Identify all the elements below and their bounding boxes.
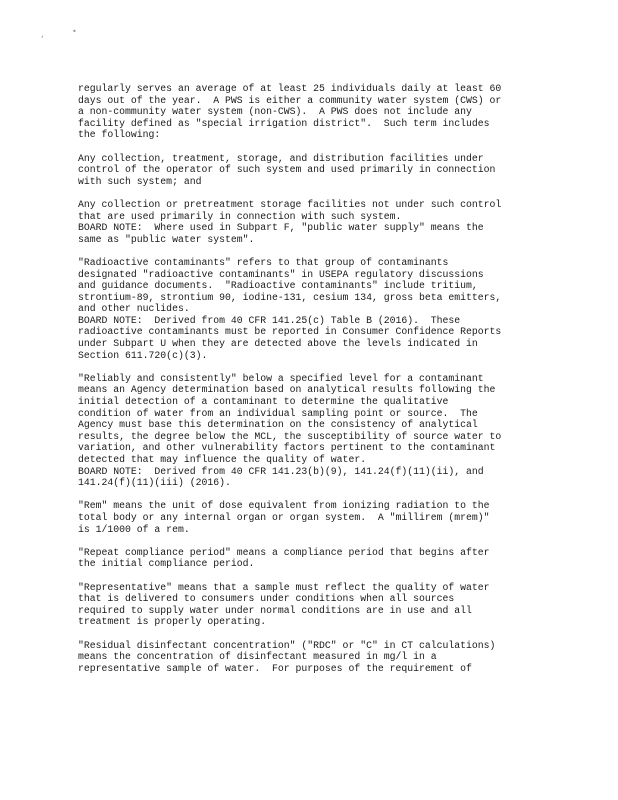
- paragraph-reliably: [78, 373, 598, 489]
- text-line: "Rem" means the unit of dose equivalent from ionizing radiation to the: [78, 500, 490, 512]
- text-line: "Representative" means that a sample must reflect the quality of water: [78, 581, 490, 593]
- text-line: and other nuclides.: [78, 303, 190, 315]
- text-line: and guidance documents. "Radioactive contaminants" include tritium,: [78, 280, 478, 292]
- text-line: "Repeat compliance period" means a compliance period that begins after: [78, 546, 490, 558]
- text-line: days out of the year. A PWS is either a community water system (CWS) or: [78, 94, 502, 106]
- text-line: with such system; and: [78, 175, 202, 187]
- text-line: same as "public water system".: [78, 233, 255, 245]
- text-line: "Residual disinfectant concentration" ("RDC" or "C" in CT calculations): [78, 639, 496, 651]
- text-line: Agency must base this determination on the consistency of analytical: [78, 419, 478, 431]
- text-line: the initial compliance period.: [78, 558, 255, 570]
- text-line: a non-community water system (non-CWS). A PWS does not include any: [78, 106, 472, 118]
- text-line: Section 611.720(c)(3).: [78, 349, 208, 361]
- text-line: that is delivered to consumers under conditions when all sources: [78, 593, 455, 605]
- text-line: total body or any internal organ or organ system. A "millirem (mrem)": [78, 511, 490, 523]
- text-line: control of the operator of such system and used primarily in connection: [78, 164, 496, 176]
- text-line: initial detection of a contaminant to determine the qualitative: [78, 396, 449, 408]
- text-line: Any collection or pretreatment storage facilities not under such control: [78, 198, 502, 210]
- text-line: required to supply water under normal conditions are in use and all: [78, 604, 472, 616]
- text-line: that are used primarily in connection with such system.: [78, 210, 402, 222]
- text-line: 141.24(f)(11)(iii) (2016).: [78, 477, 231, 489]
- text-line: results, the degree below the MCL, the susceptibility of source water to: [78, 430, 502, 442]
- text-line: strontium-89, strontium 90, iodine-131, cesium 134, gross beta emitters,: [78, 291, 502, 303]
- text-line: detected that may influence the quality of water.: [78, 454, 367, 465]
- text-line: representative sample of water. For purposes of the requirement of: [78, 662, 472, 674]
- text-line: treatment is properly operating.: [78, 616, 267, 628]
- text-line: facility defined as "special irrigation district". Such term includes: [78, 117, 490, 129]
- scan-mark: •: [72, 27, 77, 36]
- scan-mark: ,: [40, 30, 45, 39]
- paragraph-pws-cont: [78, 83, 598, 141]
- text-line: condition of water from an individual sampling point or source. The: [78, 407, 478, 419]
- text-line: variation, and other vulnerability factors pertinent to the contaminant: [78, 442, 496, 454]
- paragraph-pws-b: [78, 199, 598, 245]
- text-line: under Subpart U when they are detected above the levels indicated in: [78, 338, 478, 350]
- paragraph-representative: [78, 582, 598, 628]
- text-line: BOARD NOTE: Derived from 40 CFR 141.25(c) Table B (2016). These: [78, 314, 461, 326]
- text-line: regularly serves an average of at least 25 individuals daily at least 60: [78, 83, 502, 94]
- text-line: is 1/1000 of a rem.: [78, 523, 190, 535]
- text-line: "Radioactive contaminants" refers to that group of contaminants: [78, 256, 449, 268]
- paragraph-rem: [78, 500, 598, 535]
- text-line: the following:: [78, 129, 161, 141]
- text-line: means the concentration of disinfectant measured in mg/l in a: [78, 651, 437, 663]
- text-line: means an Agency determination based on analytical results following the: [78, 384, 496, 396]
- text-line: "Reliably and consistently" below a specified level for a contaminant: [78, 372, 484, 384]
- paragraph-radioactive: [78, 257, 598, 361]
- text-line: BOARD NOTE: Where used in Subpart F, "public water supply" means the: [78, 222, 484, 234]
- paragraph-repeat: [78, 547, 598, 570]
- document-body: [78, 83, 598, 686]
- paragraph-residual: [78, 640, 598, 675]
- text-line: BOARD NOTE: Derived from 40 CFR 141.23(b)(9), 141.24(f)(11)(ii), and: [78, 465, 484, 477]
- paragraph-pws-a: [78, 153, 598, 188]
- text-line: designated "radioactive contaminants" in USEPA regulatory discussions: [78, 268, 484, 280]
- text-line: radioactive contaminants must be reported in Consumer Confidence Reports: [78, 326, 502, 338]
- text-line: Any collection, treatment, storage, and distribution facilities under: [78, 152, 484, 164]
